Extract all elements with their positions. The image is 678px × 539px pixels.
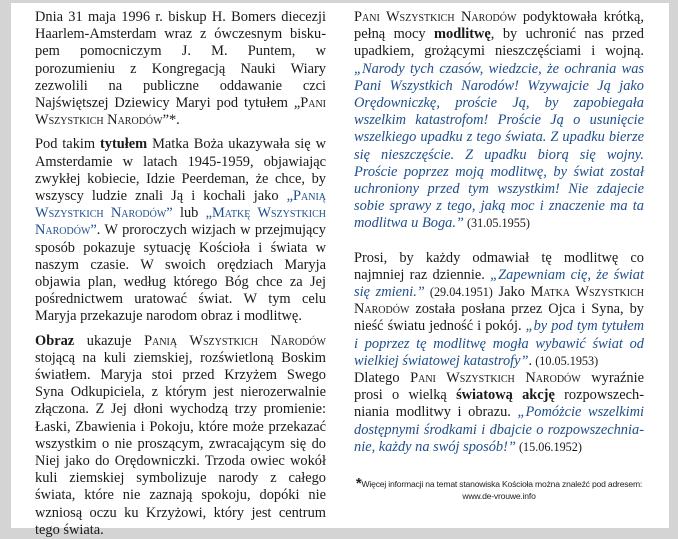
text: rozpowszechniania modlitwy i obrazu. — [354, 387, 644, 421]
footnote — [354, 475, 644, 502]
bold-term: modlitwę — [434, 26, 491, 43]
quote-date: (10.05.1953) — [532, 353, 599, 368]
title-name: Matka Wszystkich Narodów — [354, 284, 644, 318]
footnote-marker: ”*. — [162, 112, 180, 129]
text: wyraźnie prosi o wielką — [354, 370, 644, 404]
text: . W proroczych wizjach w przejmujący sposób pokazuje sytuację Kościoła i świata w naszym czasie. W swoich orędziach Maryja objawia plan, według którego Bóg chce za Jej pośrednictwem uratować świat. W tym celu Maryja przekazuje narodom obraz i modlitwę. — [35, 222, 326, 325]
left-column — [35, 9, 326, 539]
asterisk-icon: * — [355, 475, 362, 493]
text: lub — [172, 205, 206, 222]
text: Prosi, by każdy odmawiał tę modlitwę co najmniej raz dziennie. — [354, 249, 644, 283]
text: Pod takim — [35, 136, 101, 153]
title-name: Panią Wszystkich Narodów — [144, 332, 326, 349]
intro-text: Dnia 31 maja 1996 r. biskup H. Bomers diecezji Haarlem-Amsterdam wraz z ówczesnym biskupem pomocniczym J. M. Puntem, w porozumieniu z Kongregacją Nauki Wiary zezwolili na publiczne oddawanie czci Najświętszej Dziewicy Maryi pod tytułem — [35, 9, 326, 112]
text: Jako — [492, 284, 531, 301]
bold-term: Obraz — [35, 332, 75, 349]
title-quote-open: „ — [293, 95, 301, 112]
footnote-url[interactable]: www.de-vrouwe.info — [462, 491, 536, 502]
paragraph-image — [35, 333, 326, 539]
quote: „by pod tym tytułem i poprzez tę modlitwę mogła wybawić świat od wielkiej światowej katastrofy” — [354, 318, 644, 369]
paragraph-apparitions — [35, 136, 326, 325]
quote-date: (15.06.1952) — [515, 439, 582, 454]
bold-term: tytułem — [100, 136, 148, 153]
paragraph-world-action — [354, 370, 644, 456]
text: ukazuje — [74, 332, 145, 349]
document-page — [11, 3, 669, 538]
footnote-text: Więcej informacji na temat stanowiska Kościoła można znaleźć pod adresem: — [361, 479, 643, 490]
quote: „Narody tych czasów, wiedzcie, że ochrania was Pani Wszystkich Narodów! Wzywajcie Ją jako Orędowniczkę, proście Ją, by zapobiegała wszelkim katastrofom! Proście Ją o usunięcie wszelkiego upadku z tego świata. Z upadku bierze się nieszczęście. Z upadku biorą się wojny. Proście poprzez moją modlitwę, by świat został uchroniony przed tym wszystkim! Nie zdajecie sobie sprawy z tego, jaką moc i znaczenie ma ta modlitwa u Boga.” — [354, 60, 644, 232]
text: stojącą na kuli ziemskiej, rozświetloną Boskim światłem. Maryja stoi przed Krzyżem Swego Syna Odkupiciela, z którym jest nierozerwalnie złączona. Z Jej dłoni wychodzą trzy promienie: Łaski, Zbawienia i Pokoju, które może przekazać wszystkim o nie proszącym, zwracającym się do Niej jako do Orędowniczki. Trzoda owiec wokół kuli ziemskiej symbolizuje narody z całego świata, które nie zaznają spokoju, dopóki nie wzniosą oczu ku Krzyżowi, który jest centrum tego świata. — [35, 349, 326, 538]
right-column — [354, 9, 644, 502]
footnote-line — [354, 475, 644, 493]
paragraph-intro — [35, 9, 326, 129]
bold-term: światową akcję — [456, 387, 555, 404]
paragraph-daily-prayer — [354, 250, 644, 370]
text: Matka Boża ukazywała się w Amsterdamie w latach 1945-1959, objawiając zwykłej kobiecie, Idzie Peerdeman, że chce, by wszyscy ludzie znali Ją i kochali jako — [35, 136, 326, 205]
title-name: „Matkę Wszystkich Narodów” — [35, 205, 326, 239]
title-name: Pani Wszystkich Narodów — [35, 95, 326, 129]
text: podyktowała krótką, pełną mocy — [354, 9, 644, 43]
quote: „Pomóżcie wszelkimi dostępnymi środkami i dbajcie o rozpowszechnianie, każdy na swój sposób!” — [354, 404, 644, 455]
title-name: Pani Wszystkich Narodów — [354, 9, 517, 25]
text: , by uchronić nas przed upadkiem, grożącymi nieszczęściami i wojną. — [354, 26, 644, 60]
quote-date: (29.04.1951) — [424, 285, 493, 300]
text: została posłana przez Ojca i Syna, by nieść światu jedność i pokój. — [354, 301, 644, 335]
title-name: Pani Wszystkich Narodów — [410, 370, 581, 387]
text: Dlatego — [354, 370, 411, 387]
text: . — [528, 352, 533, 369]
title-name: „Panią Wszystkich Narodów” — [35, 188, 326, 222]
quote: „Zapewniam cię, że świat się zmieni.” — [354, 266, 644, 301]
paragraph-prayer — [354, 9, 644, 233]
quote-date: (31.05.1955) — [463, 216, 530, 231]
